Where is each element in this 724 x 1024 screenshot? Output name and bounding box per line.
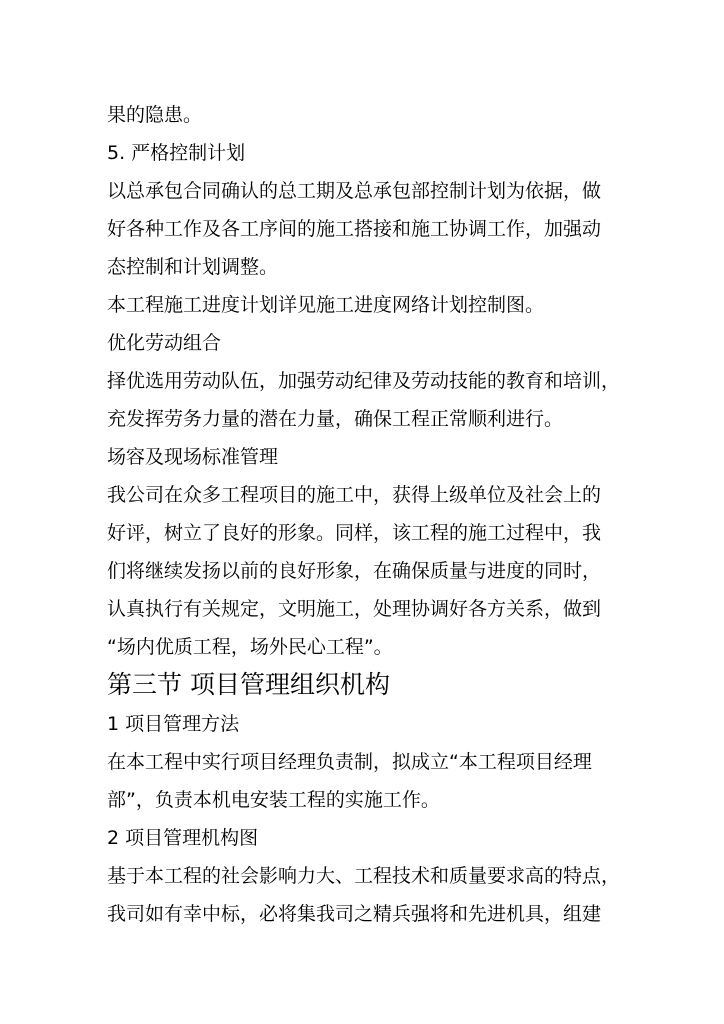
section-title-site: 场容及现场标准管理 [107, 446, 279, 468]
paragraph-line: “场内优质工程，场外民心工程”。 [107, 636, 393, 658]
paragraph-line: 我司如有幸中标，必将集我司之精兵强将和先进机具，组建 [107, 903, 602, 925]
section-title-labor: 优化劳动组合 [107, 332, 222, 354]
paragraph-line: 态控制和计划调整。 [107, 256, 279, 278]
paragraph-line: 好各种工作及各工序间的施工搭接和施工协调工作，加强动 [107, 218, 602, 240]
paragraph-line: 认真执行有关规定，文明施工，处理协调好各方关系，做到 [107, 598, 602, 620]
section-title-strict-plan: 5. 严格控制计划 [107, 142, 246, 164]
section-heading: 第三节 项目管理组织机构 [107, 670, 390, 699]
paragraph-line: 充发挥劳务力量的潜在力量，确保工程正常顺利进行。 [107, 408, 564, 430]
paragraph-line: 本工程施工进度计划详见施工进度网络计划控制图。 [107, 294, 545, 316]
paragraph-line: 果的隐患。 [107, 104, 203, 126]
paragraph-line: 部”，负责本机电安装工程的实施工作。 [107, 789, 440, 811]
paragraph-line: 在本工程中实行项目经理负责制，拟成立“本工程项目经理 [107, 751, 592, 773]
paragraph-line: 好评，树立了良好的形象。同样，该工程的施工过程中，我 [107, 522, 602, 544]
paragraph-line: 以总承包合同确认的总工期及总承包部控制计划为依据，做 [107, 180, 602, 202]
subsection-title-chart: 2 项目管理机构图 [107, 827, 259, 849]
paragraph-line: 基于本工程的社会影响力大、工程技术和质量要求高的特点， [107, 865, 621, 887]
subsection-title-method: 1 项目管理方法 [107, 713, 240, 735]
paragraph-line: 择优选用劳动队伍，加强劳动纪律及劳动技能的教育和培训， [107, 370, 621, 392]
paragraph-line: 们将继续发扬以前的良好形象，在确保质量与进度的同时， [107, 560, 602, 582]
paragraph-line: 我公司在众多工程项目的施工中，获得上级单位及社会上的 [107, 484, 602, 506]
